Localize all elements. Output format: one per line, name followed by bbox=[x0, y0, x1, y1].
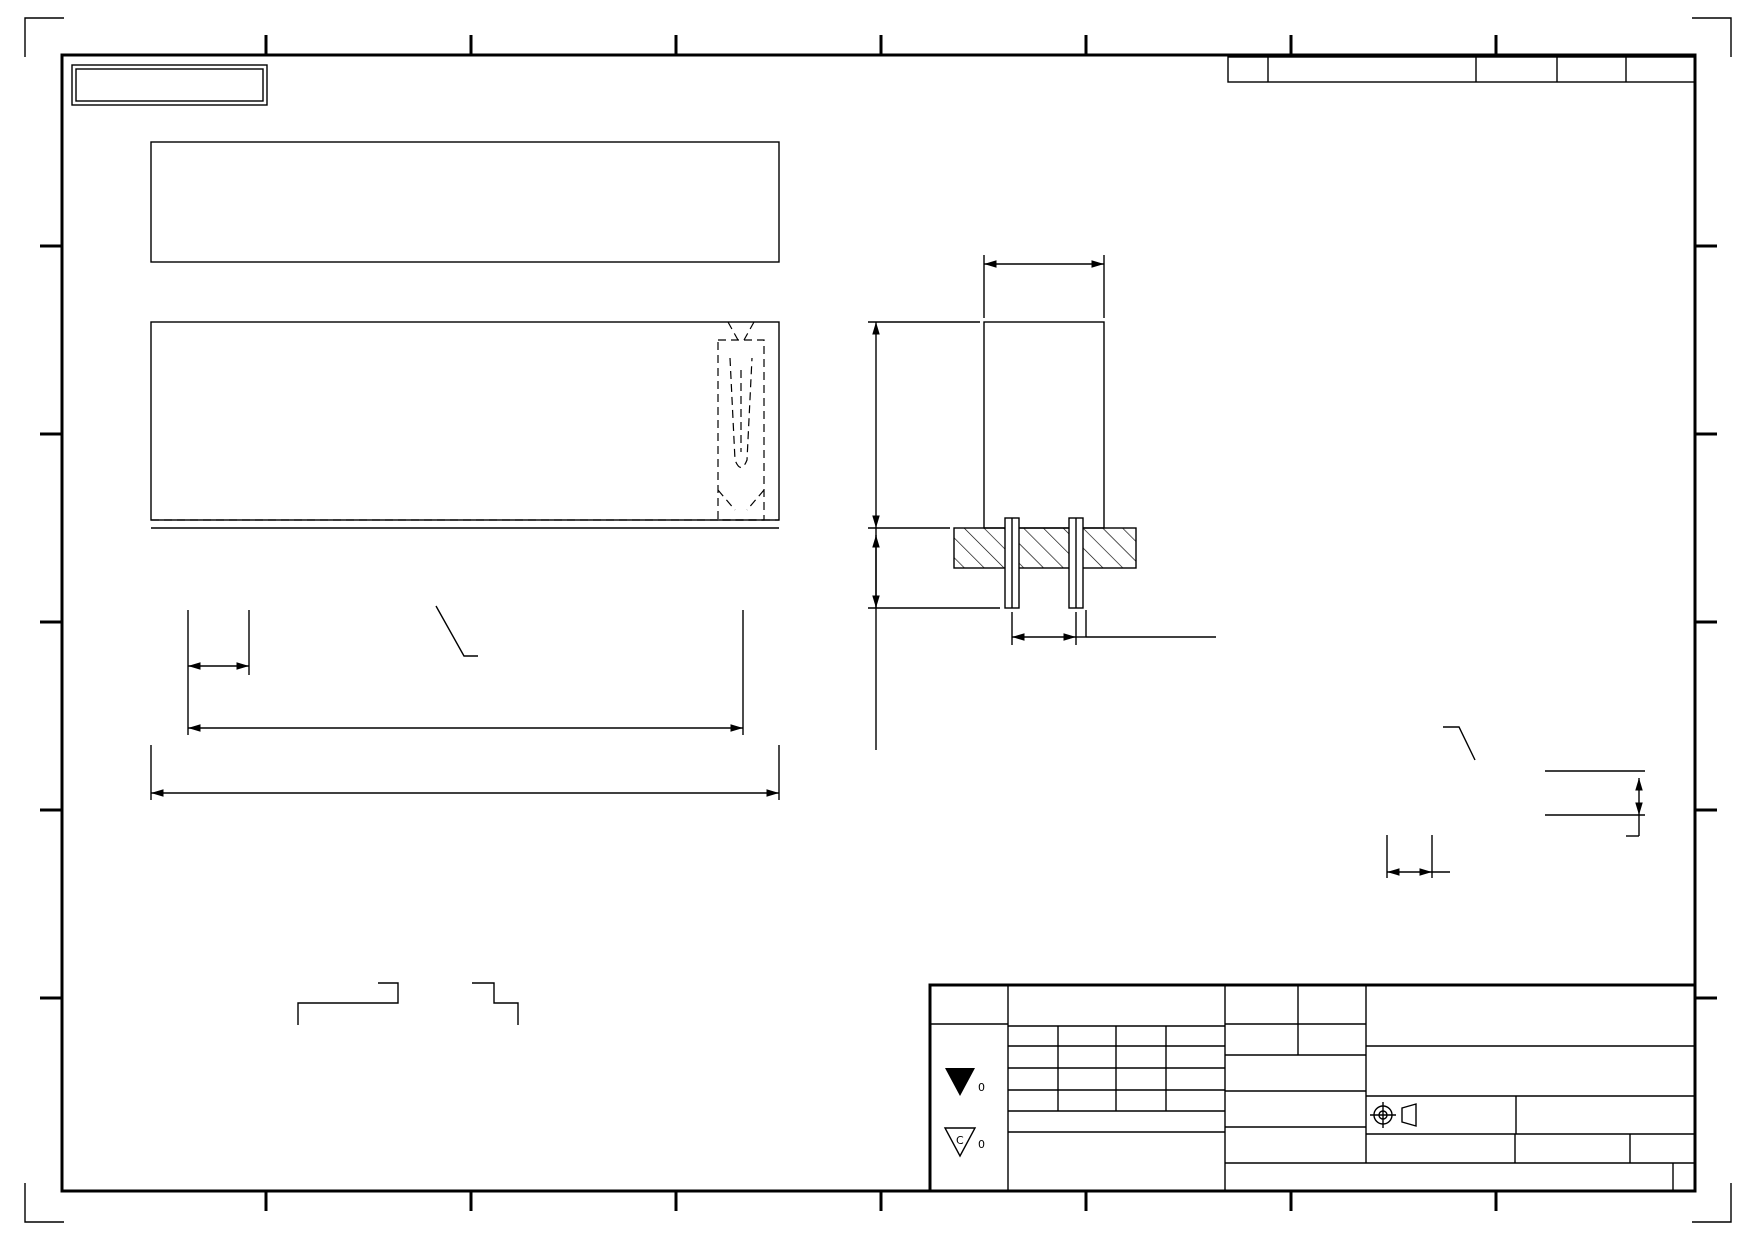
ordering-information bbox=[298, 983, 518, 1025]
border-frame bbox=[62, 55, 1695, 1191]
side-body bbox=[984, 322, 1104, 528]
svg-text:0: 0 bbox=[978, 1081, 985, 1094]
svg-text:0: 0 bbox=[978, 1138, 985, 1151]
housing-body bbox=[151, 322, 779, 520]
front-view bbox=[151, 322, 779, 528]
title-block bbox=[930, 985, 1695, 1191]
svg-text:C: C bbox=[956, 1134, 964, 1147]
top-view-outline bbox=[151, 142, 779, 262]
side-view bbox=[868, 255, 1216, 750]
quality-symbol-solid bbox=[945, 1068, 975, 1096]
top-view bbox=[151, 142, 779, 262]
zone-ticks bbox=[40, 35, 1717, 1211]
third-angle-projection-icon bbox=[1370, 1102, 1416, 1128]
revision-block bbox=[1228, 57, 1695, 82]
pcb-section bbox=[954, 528, 1136, 568]
corner-marks bbox=[25, 18, 1731, 1222]
rohs-badge bbox=[72, 65, 267, 105]
pcb-layout bbox=[1387, 727, 1645, 878]
front-dimensions bbox=[151, 606, 779, 800]
